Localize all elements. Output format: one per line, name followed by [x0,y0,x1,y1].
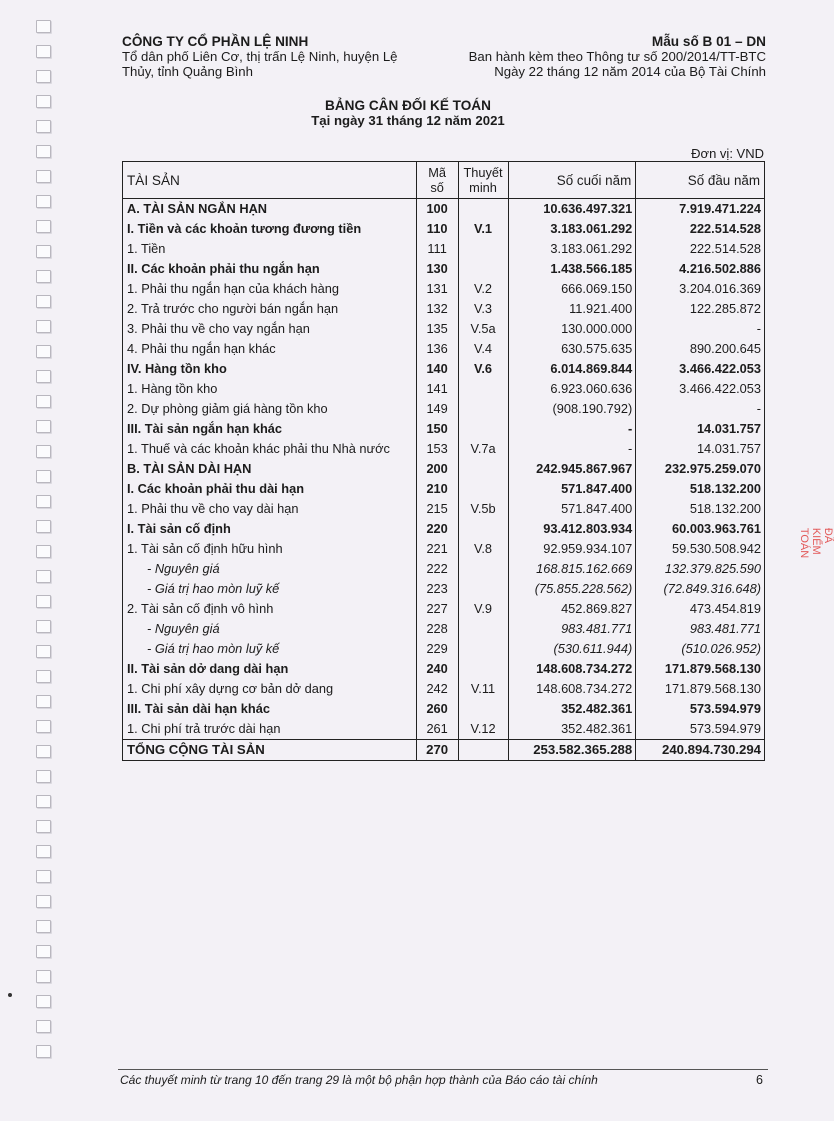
binding-hole [36,320,51,333]
row-note [458,259,508,279]
margin-stamp [798,505,834,655]
form-issued-line1: Ban hành kèm theo Thông tư số 200/2014/TT-BTC [468,49,766,64]
report-title [0,98,816,129]
header-code-line1: Mã [428,165,447,180]
header-code-line2: số [430,180,444,195]
balance-sheet-table [122,161,765,761]
binding-hole [36,495,51,508]
total-end-value: 253.582.365.288 [508,740,636,761]
row-note [458,579,508,599]
row-end-value: 6.923.060.636 [508,379,636,399]
row-begin-value: 171.879.568.130 [636,679,765,699]
binding-hole [36,870,51,883]
row-code: 100 [416,199,458,220]
company-name: CÔNG TY CỔ PHẦN LỆ NINH [122,34,309,49]
row-item-name: II. Các khoản phải thu ngắn hạn [123,259,417,279]
row-begin-value: (510.026.952) [636,639,765,659]
row-end-value: 168.815.162.669 [508,559,636,579]
binding-hole [36,395,51,408]
row-code: 223 [416,579,458,599]
table-row [123,439,765,459]
row-note [458,659,508,679]
row-note [458,479,508,499]
row-code: 242 [416,679,458,699]
footer-divider [118,1069,768,1070]
binding-hole [36,545,51,558]
binding-hole [36,945,51,958]
binding-hole [36,745,51,758]
table-row [123,539,765,559]
row-end-value: 630.575.635 [508,339,636,359]
row-end-value: 571.847.400 [508,479,636,499]
row-begin-value: 171.879.568.130 [636,659,765,679]
binding-hole [36,770,51,783]
table-row [123,719,765,740]
table-row [123,679,765,699]
row-begin-value: 983.481.771 [636,619,765,639]
binding-hole [36,895,51,908]
table-row [123,319,765,339]
row-note: V.11 [458,679,508,699]
row-end-value: (530.611.944) [508,639,636,659]
header-code [416,162,458,199]
company-address-line1: Tổ dân phố Liên Cơ, thị trấn Lệ Ninh, huyện Lệ [122,49,398,64]
header-note [458,162,508,199]
row-note: V.6 [458,359,508,379]
table-row [123,699,765,719]
report-title-date: Tại ngày 31 tháng 12 năm 2021 [311,113,505,128]
row-begin-value: 3.466.422.053 [636,379,765,399]
table-row [123,399,765,419]
row-item-name: 1. Tài sản cố định hữu hình [123,539,417,559]
row-item-name: 1. Tiền [123,239,417,259]
row-item-name: - Nguyên giá [123,559,417,579]
row-begin-value: 3.204.016.369 [636,279,765,299]
row-note: V.8 [458,539,508,559]
row-begin-value: 222.514.528 [636,239,765,259]
row-end-value: 1.438.566.185 [508,259,636,279]
row-note [458,379,508,399]
row-begin-value: 14.031.757 [636,439,765,459]
row-note: V.4 [458,339,508,359]
row-begin-value: 518.132.200 [636,479,765,499]
margin-stamp-text: ĐÃ KIỂM TOÁN [798,527,834,559]
footer-note: Các thuyết minh từ trang 10 đến trang 29 là một bộ phận hợp thành của Báo cáo tài chính [120,1073,598,1087]
row-item-name: 2. Trả trước cho người bán ngắn hạn [123,299,417,319]
company-address-line2: Thủy, tỉnh Quảng Bình [122,64,253,79]
row-item-name: I. Tiền và các khoản tương đương tiền [123,219,417,239]
row-note: V.2 [458,279,508,299]
row-item-name: 3. Phải thu về cho vay ngắn hạn [123,319,417,339]
row-item-name: III. Tài sản dài hạn khác [123,699,417,719]
row-item-name: 1. Phải thu ngắn hạn của khách hàng [123,279,417,299]
table-row [123,379,765,399]
table-row [123,579,765,599]
row-end-value: 983.481.771 [508,619,636,639]
binding-hole [36,620,51,633]
row-item-name: 2. Dự phòng giảm giá hàng tồn kho [123,399,417,419]
row-end-value: 11.921.400 [508,299,636,319]
row-end-value: 452.869.827 [508,599,636,619]
row-item-name: - Giá trị hao mòn luỹ kế [123,579,417,599]
row-end-value: 10.636.497.321 [508,199,636,220]
total-code: 270 [416,740,458,761]
row-code: 227 [416,599,458,619]
total-label: TỔNG CỘNG TÀI SẢN [123,740,417,761]
row-note: V.3 [458,299,508,319]
binding-hole [36,695,51,708]
binding-hole [36,220,51,233]
table-row [123,519,765,539]
binding-hole [36,245,51,258]
row-item-name: 1. Thuế và các khoản khác phải thu Nhà nước [123,439,417,459]
row-begin-value: 518.132.200 [636,499,765,519]
row-code: 220 [416,519,458,539]
form-header [446,34,766,79]
row-code: 228 [416,619,458,639]
binding-hole [36,1020,51,1033]
row-code: 135 [416,319,458,339]
row-item-name: 2. Tài sản cố định vô hình [123,599,417,619]
row-code: 131 [416,279,458,299]
row-code: 221 [416,539,458,559]
page-number: 6 [756,1073,763,1087]
header-note-line2: minh [469,180,497,195]
row-item-name: - Giá trị hao mòn luỹ kế [123,639,417,659]
row-begin-value: (72.849.316.648) [636,579,765,599]
row-end-value: 666.069.150 [508,279,636,299]
total-note [458,740,508,761]
row-code: 261 [416,719,458,740]
row-end-value: 148.608.734.272 [508,659,636,679]
spiral-binding [32,20,56,1070]
row-end-value: 130.000.000 [508,319,636,339]
table-row [123,199,765,220]
binding-hole [36,295,51,308]
row-begin-value: - [636,319,765,339]
binding-hole [36,820,51,833]
row-code: 260 [416,699,458,719]
row-code: 150 [416,419,458,439]
row-code: 149 [416,399,458,419]
binding-hole [36,970,51,983]
row-note [458,519,508,539]
binding-hole [36,520,51,533]
row-begin-value: 473.454.819 [636,599,765,619]
row-end-value: 571.847.400 [508,499,636,519]
table-row [123,279,765,299]
row-begin-value: 60.003.963.761 [636,519,765,539]
header-end-of-year: Số cuối năm [508,162,636,199]
table-row [123,299,765,319]
binding-hole [36,720,51,733]
row-note [458,239,508,259]
row-end-value: 3.183.061.292 [508,219,636,239]
row-begin-value: 232.975.259.070 [636,459,765,479]
binding-hole [36,670,51,683]
row-note [458,419,508,439]
row-note: V.5b [458,499,508,519]
binding-hole [36,445,51,458]
row-code: 240 [416,659,458,679]
binding-hole [36,1045,51,1058]
row-end-value: 92.959.934.107 [508,539,636,559]
row-item-name: 1. Chi phí xây dựng cơ bản dở dang [123,679,417,699]
row-code: 132 [416,299,458,319]
binding-hole [36,195,51,208]
table-row [123,339,765,359]
binding-hole [36,20,51,33]
table-row [123,359,765,379]
row-item-name: 1. Phải thu về cho vay dài hạn [123,499,417,519]
row-item-name: I. Tài sản cố định [123,519,417,539]
binding-hole [36,920,51,933]
row-note: V.9 [458,599,508,619]
row-note [458,639,508,659]
binding-hole [36,995,51,1008]
row-code: 111 [416,239,458,259]
row-note [458,399,508,419]
row-begin-value: 7.919.471.224 [636,199,765,220]
row-code: 130 [416,259,458,279]
row-code: 222 [416,559,458,579]
row-note: V.1 [458,219,508,239]
binding-hole [36,845,51,858]
row-code: 141 [416,379,458,399]
row-note [458,699,508,719]
table-row [123,659,765,679]
header-beginning-of-year: Số đầu năm [636,162,765,199]
row-begin-value: 59.530.508.942 [636,539,765,559]
row-code: 153 [416,439,458,459]
row-begin-value: 122.285.872 [636,299,765,319]
table-row [123,239,765,259]
table-row [123,459,765,479]
row-begin-value: - [636,399,765,419]
row-note [458,559,508,579]
row-note [458,619,508,639]
binding-hole [36,70,51,83]
row-note [458,459,508,479]
row-item-name: B. TÀI SẢN DÀI HẠN [123,459,417,479]
table-row [123,559,765,579]
row-item-name: IV. Hàng tồn kho [123,359,417,379]
binding-hole [36,420,51,433]
total-begin-value: 240.894.730.294 [636,740,765,761]
currency-unit: Đơn vị: VND [691,146,764,161]
binding-hole [36,795,51,808]
binding-hole [36,570,51,583]
form-issued-line2: Ngày 22 tháng 12 năm 2014 của Bộ Tài Chính [494,64,766,79]
row-end-value: (75.855.228.562) [508,579,636,599]
row-item-name: 1. Hàng tồn kho [123,379,417,399]
row-item-name: II. Tài sản dở dang dài hạn [123,659,417,679]
row-end-value: - [508,439,636,459]
table-row [123,219,765,239]
header-note-line1: Thuyết [463,165,503,180]
header-item: TÀI SẢN [123,162,417,199]
row-begin-value: 222.514.528 [636,219,765,239]
row-note [458,199,508,220]
table-row [123,259,765,279]
total-row [123,740,765,761]
row-code: 229 [416,639,458,659]
binding-hole [36,595,51,608]
table-row [123,499,765,519]
row-begin-value: 132.379.825.590 [636,559,765,579]
form-number: Mẫu số B 01 – DN [651,34,766,49]
binding-hole [36,145,51,158]
row-end-value: 352.482.361 [508,719,636,740]
table-row [123,479,765,499]
table-row [123,419,765,439]
binding-hole [36,170,51,183]
row-end-value: 3.183.061.292 [508,239,636,259]
table-row [123,619,765,639]
row-code: 210 [416,479,458,499]
row-code: 140 [416,359,458,379]
row-begin-value: 4.216.502.886 [636,259,765,279]
row-note: V.5a [458,319,508,339]
company-header [122,34,452,79]
row-begin-value: 14.031.757 [636,419,765,439]
row-begin-value: 573.594.979 [636,699,765,719]
row-item-name: A. TÀI SẢN NGẮN HẠN [123,199,417,220]
row-end-value: 242.945.867.967 [508,459,636,479]
row-code: 110 [416,219,458,239]
row-end-value: 352.482.361 [508,699,636,719]
report-title-main: BẢNG CÂN ĐỐI KẾ TOÁN [325,98,491,113]
row-end-value: 148.608.734.272 [508,679,636,699]
row-code: 215 [416,499,458,519]
binding-hole [36,470,51,483]
row-end-value: 6.014.869.844 [508,359,636,379]
row-end-value: - [508,419,636,439]
row-code: 200 [416,459,458,479]
row-begin-value: 890.200.645 [636,339,765,359]
table-row [123,599,765,619]
binding-hole [36,645,51,658]
row-begin-value: 573.594.979 [636,719,765,740]
row-end-value: (908.190.792) [508,399,636,419]
row-item-name: III. Tài sản ngắn hạn khác [123,419,417,439]
row-item-name: I. Các khoản phải thu dài hạn [123,479,417,499]
row-item-name: 4. Phải thu ngắn hạn khác [123,339,417,359]
binding-hole [36,370,51,383]
row-begin-value: 3.466.422.053 [636,359,765,379]
row-item-name: 1. Chi phí trả trước dài hạn [123,719,417,740]
table-header-row [123,162,765,199]
scan-speck [8,993,12,997]
row-note: V.12 [458,719,508,740]
row-code: 136 [416,339,458,359]
table-row [123,639,765,659]
row-note: V.7a [458,439,508,459]
row-end-value: 93.412.803.934 [508,519,636,539]
binding-hole [36,270,51,283]
binding-hole [36,45,51,58]
row-item-name: - Nguyên giá [123,619,417,639]
binding-hole [36,345,51,358]
